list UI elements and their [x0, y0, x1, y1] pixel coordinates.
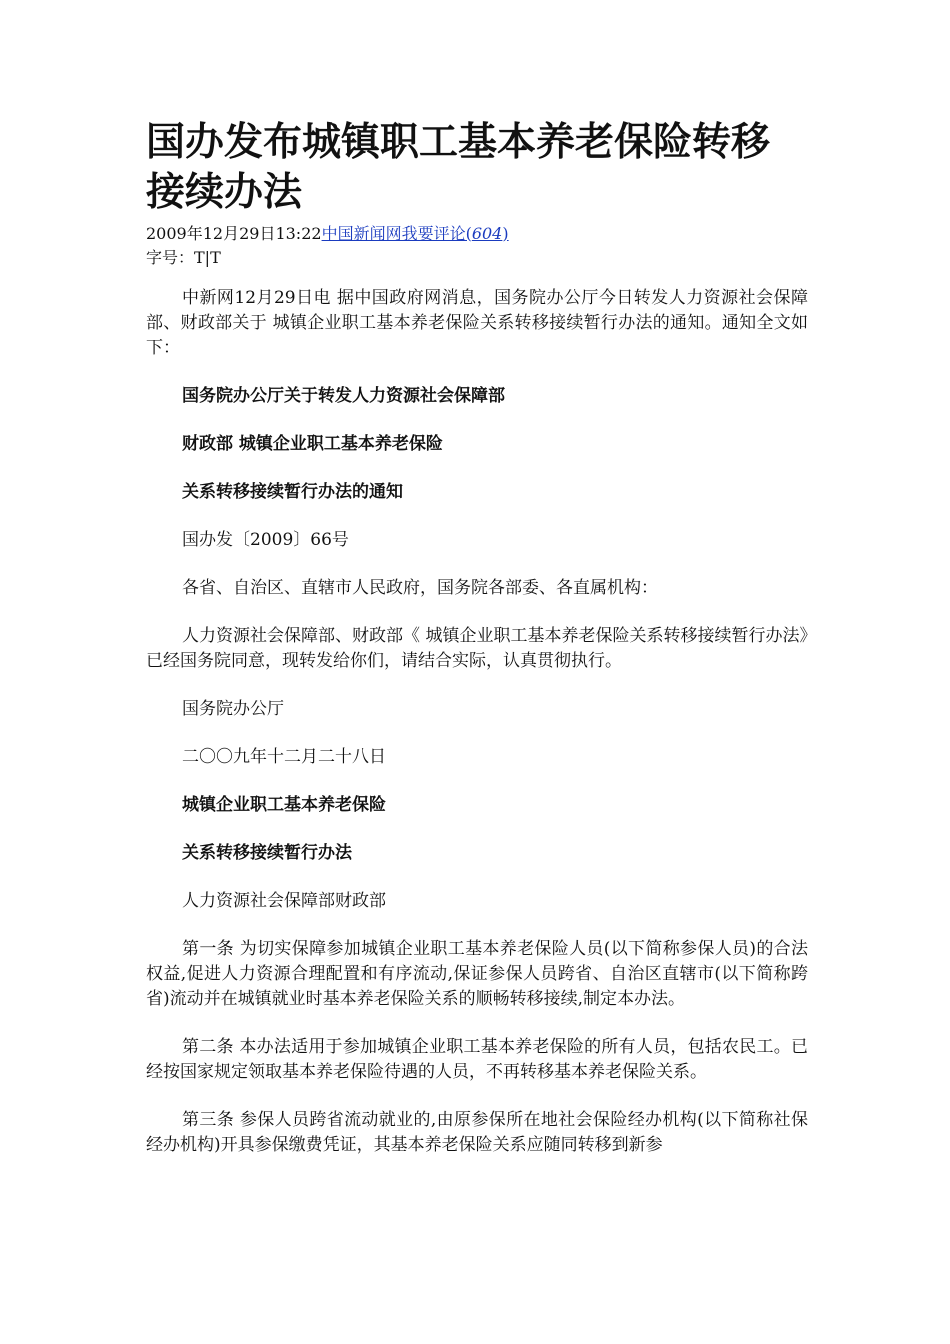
- paragraph: 第二条 本办法适用于参加城镇企业职工基本养老保险的所有人员，包括农民工。已经按国家规定领取基本养老保险待遇的人员，不再转移基本养老保险关系。: [146, 1037, 808, 1082]
- source-comment-link[interactable]: [322, 224, 509, 243]
- source-link-end: ): [502, 224, 509, 243]
- meta-line: [146, 222, 808, 246]
- paragraph: 国务院办公厅: [182, 699, 284, 719]
- section-heading: 关系转移接续暂行办法的通知: [182, 482, 403, 502]
- comment-count: 604: [471, 224, 503, 243]
- article-title: 国办发布城镇职工基本养老保险转移接续办法: [146, 120, 771, 215]
- paragraph: 人力资源社会保障部财政部: [182, 891, 386, 911]
- paragraph: 各省、自治区、直辖市人民政府，国务院各部委、各直属机构：: [182, 578, 658, 598]
- paragraph: 二〇〇九年十二月二十八日: [182, 747, 386, 767]
- section-heading: 国务院办公厅关于转发人力资源社会保障部: [182, 386, 505, 406]
- paragraph: 人力资源社会保障部、财政部《 城镇企业职工基本养老保险关系转移接续暂行办法》已经国务院同意，现转发给你们，请结合实际，认真贯彻执行。: [146, 626, 808, 671]
- publish-date: 2009年12月29日13:22: [146, 224, 322, 243]
- article-body: [146, 286, 808, 1158]
- paragraph: 中新网12月29日电 据中国政府网消息，国务院办公厅今日转发人力资源社会保障部、财政部关于 城镇企业职工基本养老保险关系转移接续暂行办法的通知。通知全文如下：: [146, 288, 808, 358]
- font-size-control[interactable]: 字号：T|T: [146, 248, 221, 267]
- section-heading: 城镇企业职工基本养老保险: [182, 795, 386, 815]
- paragraph: 第三条 参保人员跨省流动就业的,由原参保所在地社会保险经办机构(以下简称社保经办机构)开具参保缴费凭证，其基本养老保险关系应随同转移到新参: [146, 1110, 808, 1155]
- paragraph: 国办发〔2009〕66号: [182, 530, 349, 550]
- section-heading: 财政部 城镇企业职工基本养老保险: [182, 434, 443, 454]
- article-meta: [146, 222, 808, 270]
- source-link-text: 中国新闻网我要评论(: [321, 224, 472, 243]
- document-page: [146, 118, 808, 1181]
- paragraph: 第一条 为切实保障参加城镇企业职工基本养老保险人员(以下简称参保人员)的合法权益,促进人力资源合理配置和有序流动,保证参保人员跨省、自治区直辖市(以下简称跨省)流动并在城镇就业时基本养老保险关系的顺畅转移接续,制定本办法。: [146, 939, 808, 1009]
- section-heading: 关系转移接续暂行办法: [182, 843, 352, 863]
